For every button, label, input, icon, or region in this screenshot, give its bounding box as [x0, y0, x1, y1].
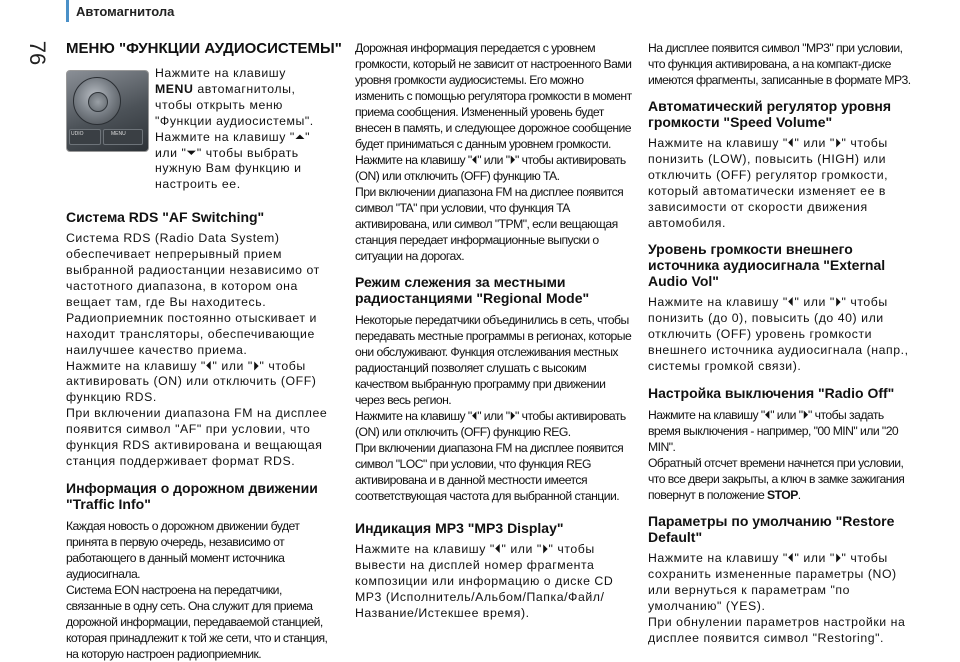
radio-off-paragraph-2: [648, 455, 916, 503]
traffic-continued-paragraph-1: Дорожная информация передается с уровнем громкости, который не зависит от настроенного Вами уровня громкости аудиосистемы. Его можно изменить с помощью регулятора громкости в момент приема сообщения. Измененный уровень будет внесен в память, и следующее дорожное сообщение будет приниматься с данным уровнем громкости.: [355, 41, 632, 151]
rds-heading: Система RDS "AF Switching": [66, 209, 265, 226]
restore-default-heading: Параметры по умолчанию "Restore Default": [648, 512, 895, 545]
restore-default-paragraph-1: Нажмите на клавишу "⏴" или "⏵" чтобы сохранить измененные параметры (NO) или вернуться к параметрам "по умолчанию" (YES).: [648, 550, 897, 613]
intro-line1: Нажмите на клавишу: [155, 66, 286, 80]
speed-volume-paragraph: Нажмите на клавишу "⏴" или "⏵" чтобы понизить (LOW), повысить (HIGH) или отключить (OFF) регулятор громкости, который автоматически изменяет ее в зависимости от скорости движения автомобиля.: [648, 136, 889, 230]
page-number-box: [22, 40, 52, 80]
header-accent-bar: [66, 0, 69, 22]
external-audio-heading: Уровень громкости внешнего источника аудиосигнала "External Audio Vol": [648, 241, 886, 290]
external-audio-body: [648, 295, 916, 375]
restore-default-paragraph-2: При обнулении параметров настройки на дисплее появится символ "Restoring".: [648, 614, 906, 645]
traffic-heading: Информация о дорожном движении "Traffic Info": [66, 479, 318, 512]
speed-volume-heading: Автоматический регулятор уровня громкости "Speed Volume": [648, 98, 892, 130]
dial-center-icon: [88, 92, 108, 112]
mp3-continued-paragraph: На дисплее появится символ "MP3" при условии, что функция активирована, а на компакт-диске имеются фрагменты, записанные в формате MP3.: [648, 41, 911, 87]
menu-intro-paragraph-2: Нажмите на клавишу "⏶" или "⏷" чтобы выбрать нужную Вам функцию и настроить ее.: [155, 129, 311, 192]
page-number: 76: [25, 40, 50, 66]
menu-heading: МЕНЮ "ФУНКЦИИ АУДИОСИСТЕМЫ": [66, 40, 342, 57]
menu-intro-text: [155, 66, 327, 193]
column-right: [648, 40, 916, 646]
radio-off-body: [648, 407, 916, 503]
traffic-continued-paragraph-2: Нажмите на клавишу "⏴" или "⏵" чтобы активировать (ON) или отключить (OFF) функцию TA.: [355, 153, 626, 183]
traffic-body: [66, 518, 338, 662]
control-dial-icon: [73, 77, 121, 125]
traffic-paragraph-2: Система EON настроена на передатчики, связанные в одну сеть. Она служит для приема дорожной информации, передаваемой станцией, которая принадлежит к той же сети, что и станция, на которую настроен радиоприемник.: [66, 582, 328, 661]
regional-body: [355, 312, 633, 504]
radio-panel-photo: [66, 70, 149, 152]
rds-paragraph-2: Нажмите на клавишу "⏴" или "⏵" чтобы активировать (ON) или отключить (OFF) функцию RDS.: [66, 358, 317, 405]
external-audio-paragraph: Нажмите на клавишу "⏴" или "⏵" чтобы понизить (до 0), повысить (до 40) или отключить (OFF) уровень громкости внешнего источника аудиосигнала (напр., системы громкой связи).: [648, 295, 909, 374]
rds-body: [66, 231, 338, 470]
menu-intro-paragraph: [155, 66, 327, 130]
audio-button-label: UDIO: [71, 131, 84, 137]
column-middle: [355, 40, 633, 622]
intro-rest: автомагнитолы, чтобы открыть меню "Функции аудиосистемы".: [155, 81, 314, 128]
page-header-title: Автомагнитола: [76, 4, 175, 19]
rds-paragraph-3: При включении диапазона FM на дисплее появится символ "AF" при условии, что функция RDS активирована и вещающая станция поддерживает формат RDS.: [66, 406, 328, 468]
rds-paragraph-1: Система RDS (Radio Data System) обеспечивает непрерывный прием выбранной радиостанции независимо от частотного диапазона, в котором она вещает там, где Вы находитесь. Радиоприемник постоянно отыскивает и находит трансляторы, обеспечивающие наилучшее качество приема.: [66, 231, 320, 357]
regional-heading: Режим слежения за местными радиостанциями "Regional Mode": [355, 274, 590, 306]
radio-off-paragraph-1: Нажмите на клавишу "⏴" или "⏵" чтобы задать время выключения - например, "00 MIN" или "20 MIN".: [648, 407, 899, 454]
restore-default-body: [648, 551, 916, 646]
regional-paragraph-2: Нажмите на клавишу "⏴" или "⏵" чтобы активировать (ON) или отключить (OFF) функцию REG.: [355, 409, 626, 439]
radio-off-period: .: [797, 487, 801, 502]
traffic-continued-paragraph-3: При включении диапазона FM на дисплее появится символ "TA" при условии, что функция TA активирована, или символ "TPM", если вещающая станция передает информационные выпуски о ситуации на дорогах.: [355, 185, 624, 263]
mp3-heading: Индикация MP3 "MP3 Display": [355, 520, 564, 536]
mp3-paragraph-1: Нажмите на клавишу "⏴" или "⏵" чтобы вывести на дисплей номер фрагмента композиции или информацию о диске CD MP3 (Исполнитель/Альбом/Папка/Файл/Название/Истекшее время).: [355, 542, 614, 620]
menu-key-label: MENU: [155, 81, 194, 96]
speed-volume-body: [648, 136, 916, 231]
stop-position-label: STOP: [767, 487, 798, 502]
menu-button-label: MENU: [111, 131, 126, 137]
traffic-paragraph-1: Каждая новость о дорожном движении будет принята в первую очередь, независимо от работающего в данный момент источника аудиосигнала.: [66, 518, 300, 581]
radio-off-heading: Настройка выключения "Radio Off": [648, 384, 895, 401]
traffic-continued-body: [355, 40, 633, 264]
regional-paragraph-1: Некоторые передатчики объединились в сеть, чтобы передавать местные программы в регионах, которые они обслуживают. Функция отслеживания местных радиостанций позволяет слушать с высоким качеством выбранную программу при движении через весь регион.: [355, 313, 632, 407]
mp3-body: [355, 542, 633, 622]
column-left: [66, 40, 342, 662]
menu-intro: [66, 66, 338, 193]
radio-off-paragraph-2-text: Обратный отсчет времени начнется при условии, что все двери закрыты, а ключ в замке зажигания повернут в положение: [648, 455, 905, 502]
regional-paragraph-3: При включении диапазона FM на дисплее появится символ "LOC" при условии, что функция REG активирована и в данной местности имеется соответствующая частота для выбранной станции.: [355, 441, 624, 503]
mp3-continued-body: [648, 40, 916, 88]
